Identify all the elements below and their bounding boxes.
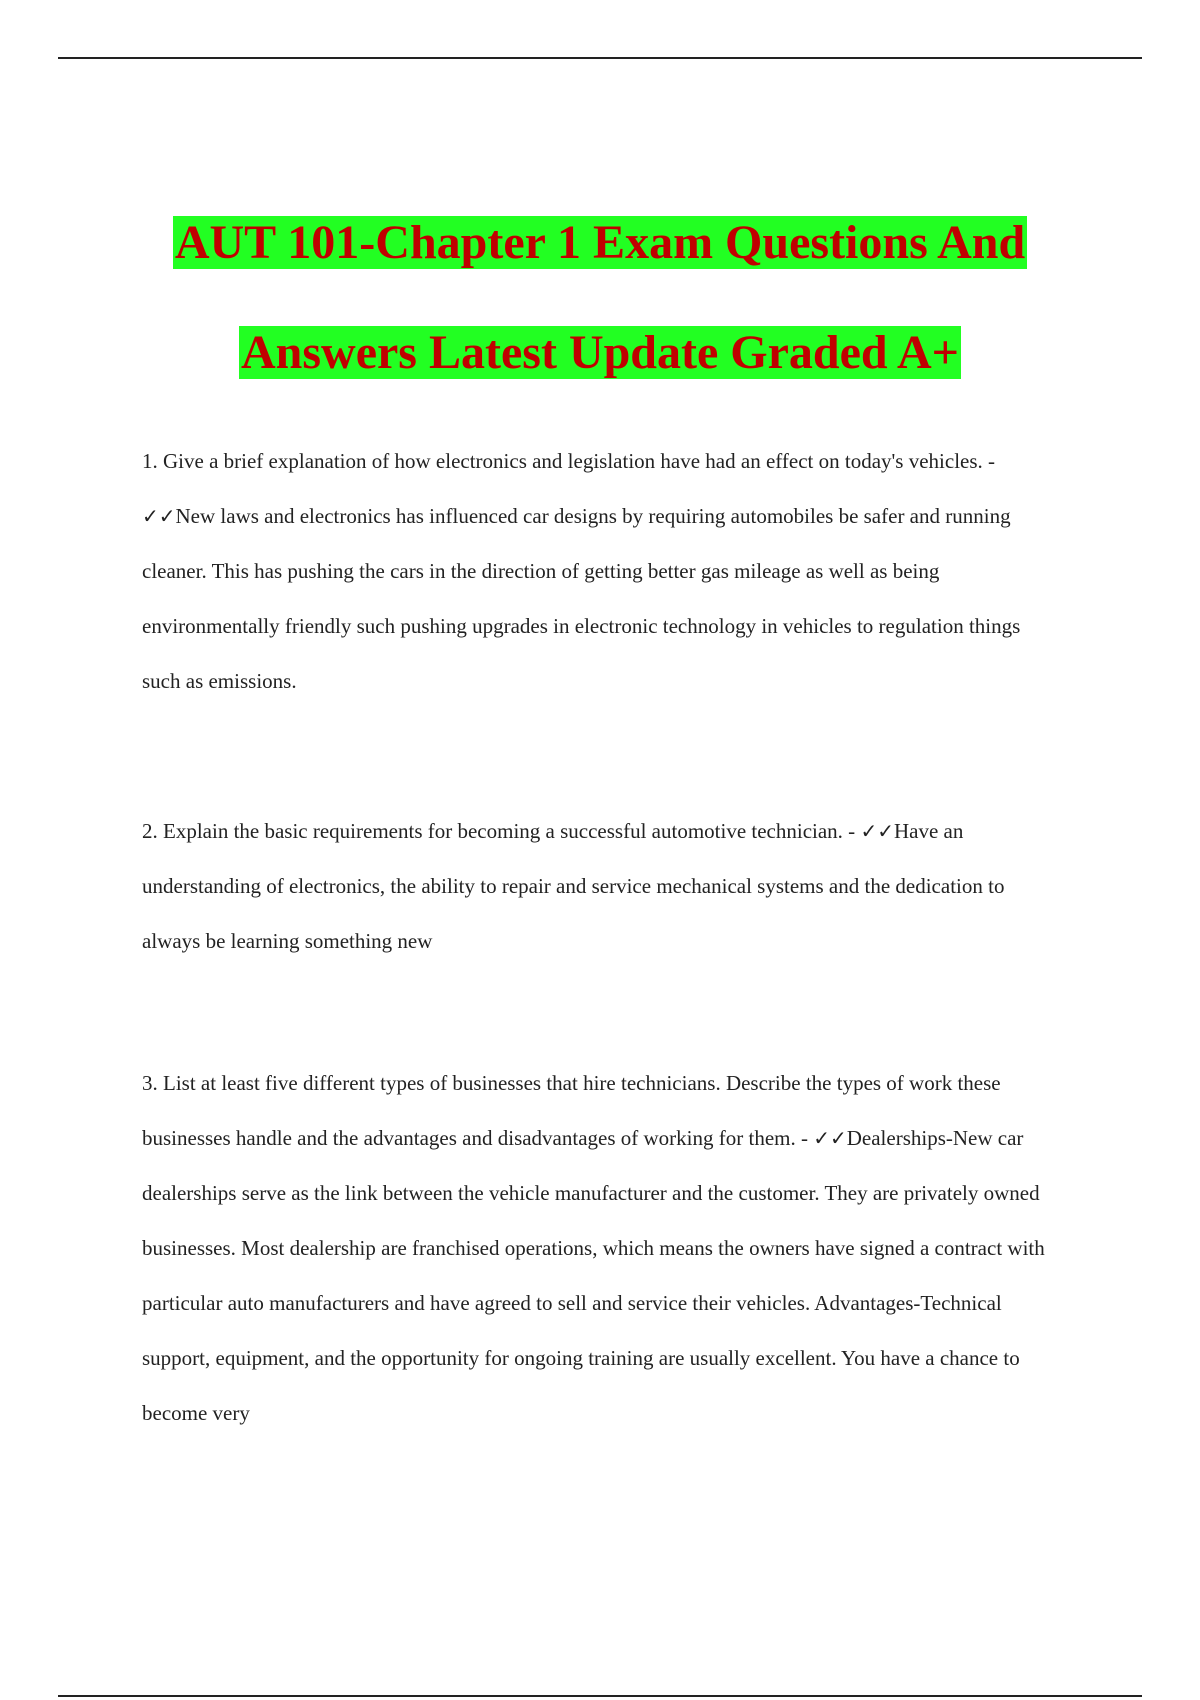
title-highlight-2: Answers Latest Update Graded A+ [240,326,959,379]
check-marks-icon: ✓✓ [813,1126,847,1150]
check-marks-icon: ✓✓ [142,504,176,528]
header-rule [58,57,1142,59]
document-title-line-1 [0,215,1200,271]
title-highlight-1: AUT 101-Chapter 1 Exam Questions And [174,216,1026,269]
answer-2-text: Have an understanding of electronics, the ability to repair and service mechanical systems and the dedication to always be learning something new [142,819,1005,953]
document-title-line-2 [0,325,1200,381]
answer-3-text: Dealerships-New car dealerships serve as the link between the vehicle manufacturer and the customer. They are privately owned businesses. Most dealership are franchised operations, which means the owners have signed a contract with particular auto manufacturers and have agreed to sell and service their vehicles. Advantages-Technical support, equipment, and the opportunity for ongoing training are usually excellent. You have a chance to become very [142,1126,1045,1425]
question-3-text: 3. List at least five different types of businesses that hire technicians. Describe the types of work these businesses handle and the advantages and disadvantages of working for them. - [142,1071,1001,1150]
question-1 [142,434,1062,709]
question-3 [142,1056,1062,1441]
question-1-text: 1. Give a brief explanation of how electronics and legislation have had an effect on today's vehicles. - [142,449,996,473]
answer-1-text: New laws and electronics has influenced car designs by requiring automobiles be safer and running cleaner. This has pushing the cars in the direction of getting better gas mileage as well as being environmentally friendly such pushing upgrades in electronic technology in vehicles to regulation things such as emissions. [142,504,1021,693]
check-marks-icon: ✓✓ [860,819,894,843]
question-2 [142,804,1062,969]
footer-rule [58,1695,1142,1697]
question-2-text: 2. Explain the basic requirements for becoming a successful automotive technician. - [142,819,856,843]
